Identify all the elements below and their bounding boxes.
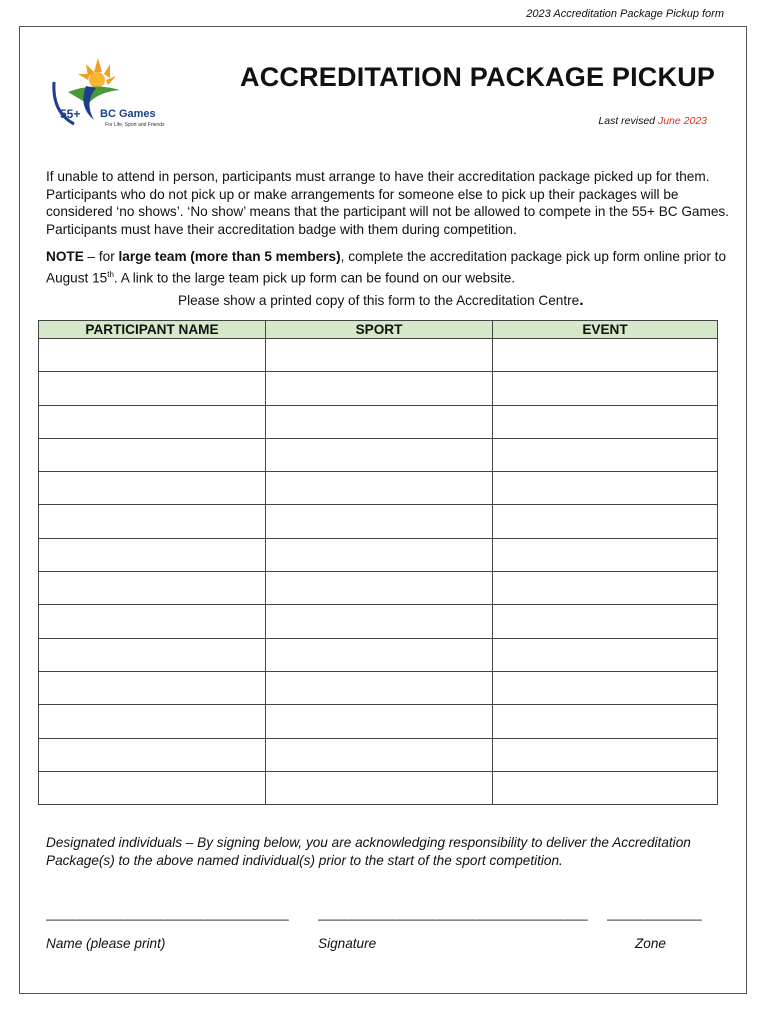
logo-name: BC Games (100, 108, 156, 120)
sport-cell[interactable] (266, 671, 493, 704)
running-header: 2023 Accreditation Package Pickup form (526, 8, 724, 20)
sport-cell[interactable] (266, 438, 493, 471)
event-cell[interactable] (493, 372, 718, 405)
signature-label: Signature (318, 936, 377, 951)
event-cell[interactable] (493, 538, 718, 571)
signature-line[interactable]: ________________________________________ (318, 906, 588, 921)
table-row (39, 505, 718, 538)
participant-name-cell[interactable] (39, 372, 266, 405)
note-dash: – for (83, 249, 119, 264)
logo-tagline: For Life, Sport and Friends (105, 122, 165, 128)
table-row (39, 538, 718, 571)
note-paragraph (46, 248, 736, 287)
table-row (39, 738, 718, 771)
event-cell[interactable] (493, 705, 718, 738)
table-row (39, 405, 718, 438)
sport-cell[interactable] (266, 605, 493, 638)
event-cell[interactable] (493, 472, 718, 505)
sport-cell[interactable] (266, 771, 493, 804)
table-header-row (39, 321, 718, 339)
participant-name-cell[interactable] (39, 339, 266, 372)
note-rest: , complete the accreditation package pick up form online prior to August 15 (46, 249, 727, 286)
participant-name-cell[interactable] (39, 771, 266, 804)
event-cell[interactable] (493, 638, 718, 671)
note-bold: large team (more than 5 members) (118, 249, 341, 264)
event-cell[interactable] (493, 405, 718, 438)
table-row (39, 705, 718, 738)
note-label: NOTE (46, 249, 84, 264)
zone-label: Zone (635, 936, 666, 951)
sport-cell[interactable] (266, 738, 493, 771)
header-participant-name: PARTICIPANT NAME (39, 321, 266, 339)
revision-label: Last revised (598, 115, 656, 127)
participant-name-cell[interactable] (39, 538, 266, 571)
note-end: . A link to the large team pick up form can be found on our website. (113, 270, 516, 286)
participant-name-cell[interactable] (39, 705, 266, 738)
participant-name-cell[interactable] (39, 572, 266, 605)
note-sup: th (107, 269, 114, 279)
table-row (39, 472, 718, 505)
zone-line[interactable]: ______________ (607, 906, 702, 921)
event-cell[interactable] (493, 671, 718, 704)
participant-name-cell[interactable] (39, 738, 266, 771)
participant-table (38, 320, 718, 805)
participant-name-cell[interactable] (39, 505, 266, 538)
participant-name-cell[interactable] (39, 638, 266, 671)
header-sport: SPORT (266, 321, 493, 339)
logo (48, 52, 178, 132)
header-event: EVENT (493, 321, 718, 339)
instruction-text: Please show a printed copy of this form to the Accreditation Centre. (178, 292, 584, 309)
sport-cell[interactable] (266, 572, 493, 605)
table-row (39, 438, 718, 471)
participant-name-cell[interactable] (39, 438, 266, 471)
event-cell[interactable] (493, 605, 718, 638)
table-row (39, 671, 718, 704)
participant-name-cell[interactable] (39, 605, 266, 638)
sport-cell[interactable] (266, 538, 493, 571)
logo-number: 55+ (60, 107, 81, 121)
participant-name-cell[interactable] (39, 472, 266, 505)
table-row (39, 339, 718, 372)
sport-cell[interactable] (266, 505, 493, 538)
event-cell[interactable] (493, 572, 718, 605)
participant-name-cell[interactable] (39, 405, 266, 438)
event-cell[interactable] (493, 738, 718, 771)
sport-cell[interactable] (266, 472, 493, 505)
page-title: ACCREDITATION PACKAGE PICKUP (240, 62, 716, 92)
sport-cell[interactable] (266, 372, 493, 405)
sport-cell[interactable] (266, 638, 493, 671)
event-cell[interactable] (493, 771, 718, 804)
revision-info (598, 115, 707, 127)
declaration-text: Designated individuals – By signing below, you are acknowledging responsibility to deliver the Accreditation Package(s) to the above named individual(s) prior to the start of the sport competition. (46, 835, 691, 868)
sport-cell[interactable] (266, 339, 493, 372)
instruction-label: Please show a printed copy of this form to the Accreditation Centre (178, 293, 580, 308)
table-row (39, 771, 718, 804)
revision-date: June 2023 (657, 115, 707, 127)
table-row (39, 605, 718, 638)
table-row (39, 372, 718, 405)
sport-cell[interactable] (266, 405, 493, 438)
event-cell[interactable] (493, 339, 718, 372)
sport-cell[interactable] (266, 705, 493, 738)
table-row (39, 572, 718, 605)
intro-paragraph: If unable to attend in person, participants must arrange to have their accreditation package picked up for them. Participants who do not pick up or make arrangements for someone else to pick up their packages will be considered ‘no shows’. ‘No show’ means that the participant will not be allowed to compete in the 55+ BC Games. Participants must have their accreditation badge with them during competition. (46, 169, 729, 237)
event-cell[interactable] (493, 438, 718, 471)
event-cell[interactable] (493, 505, 718, 538)
table-row (39, 638, 718, 671)
name-label: Name (please print) (46, 936, 166, 951)
participant-name-cell[interactable] (39, 671, 266, 704)
name-line[interactable]: ____________________________________ (46, 906, 289, 921)
